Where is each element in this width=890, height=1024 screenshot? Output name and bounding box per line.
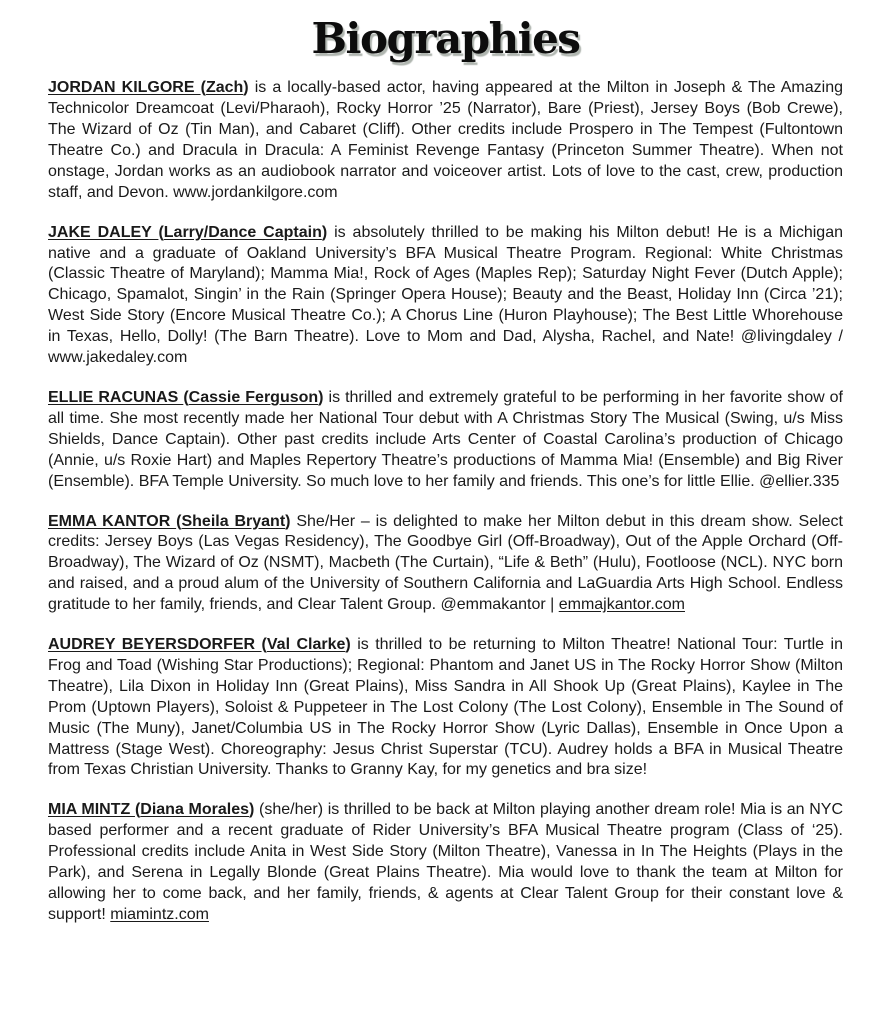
bio-name: JAKE DALEY — [48, 223, 159, 241]
bio-role: Cassie Ferguson — [188, 388, 319, 406]
bio-paren: ( — [200, 79, 206, 97]
bio-paren: ) — [345, 636, 358, 654]
bio-paren: ) — [249, 801, 259, 819]
bio-paren: ) — [285, 512, 297, 530]
bio-name: MIA MINTZ — [48, 801, 135, 819]
bio-text: She/Her – is delighted to make her Milton debut in this dream show. Select credits: Jersey Boys (Las Vegas Residency), The Goodbye Girl (Off-Broadway), Out of the Apple Orchard (Off-Broadway), The Wizard of Oz (NSMT), Macbeth (The Curtain), “Life & Beth” (Hulu), Footloose (NCL). NYC born and raised, and a proud alum of the University of Southern California and LaGuardia Arts High School. Endless gratitude to her family, friends, and Clear Talent Group. @emmakantor | — [48, 512, 843, 614]
link[interactable]: miamintz.com — [110, 905, 209, 923]
bio-paragraph — [48, 635, 843, 781]
bio-paren: ( — [183, 388, 189, 406]
bio-paren: ( — [158, 223, 164, 241]
bio-text: is thrilled and extremely grateful to be performing in her favorite show of all time. She most recently made her National Tour debut with A Christmas Story The Musical (Swing, u/s Miss Shields, Dance Captain). Other past credits include Arts Center of Coastal Carolina’s production of Chicago (Annie, u/s Roxie Hart) and Maples Repertory Theatre’s productions of Mamma Mia! (Ensemble) and Big River (Ensemble). BFA Temple University. So much love to her family and friends. This one’s for little Ellie. @ellier.335 — [48, 388, 843, 490]
bio-role: Larry/Dance Captain — [163, 223, 322, 241]
bio-paragraph — [48, 223, 843, 369]
bio-paren: ) — [243, 79, 255, 97]
bio-name: EMMA KANTOR — [48, 512, 177, 530]
bio-paragraph — [48, 800, 843, 925]
bio-text: (she/her) is thrilled to be back at Milton playing another dream role! Mia is an NYC based performer and a recent graduate of Rider University’s BFA Musical Theatre program (Class of ‘25). Professional credits include Anita in West Side Story (Milton Theatre), Vanessa in In The Heights (Plays in the Park), and Serena in Legally Blonde (Great Plains Theatre). Mia would love to thank the team at Milton for allowing her to come back, and her family, friends, & agents at Clear Talent Group for their constant love & support! — [48, 801, 844, 923]
bio-name: AUDREY BEYERSDORFER — [48, 636, 262, 654]
page-title: Biographies — [311, 14, 580, 63]
bio-text: is a locally-based actor, having appeared at the Milton in Joseph & The Amazing Technicolor Dreamcoat (Levi/Pharaoh), Rocky Horror ’25 (Narrator), Bare (Priest), Jersey Boys (Bob Crewe), The Wizard of Oz (Tin Man), and Cabaret (Cliff). Other credits include Prospero in The Tempest (Fultontown Theatre Co.) and Dracula in Dracula: A Feminist Revenge Fantasy (Princeton Summer Theatre). When not onstage, Jordan works as an audiobook narrator and voiceover artist. Lots of love to the cast, crew, production staff, and Devon. www.jordankilgore.com — [48, 79, 844, 201]
bio-role: Zach — [205, 79, 244, 97]
bio-paren: ( — [176, 512, 182, 530]
bio-role: Sheila Bryant — [181, 512, 286, 530]
bio-role: Diana Morales — [140, 801, 249, 819]
link[interactable]: emmajkantor.com — [558, 596, 685, 614]
bio-paren: ) — [321, 223, 335, 241]
bio-text: is absolutely thrilled to be making his Milton debut! He is a Michigan native and a graduate of Oakland University’s BFA Musical Theatre Program. Regional: White Christmas (Classic Theatre of Maryland); Mamma Mia!, Rock of Ages (Maples Rep); Saturday Night Fever (Dutch Apple); Chicago, Spamalot, Singin’ in the Rain (Springer Opera House); Beauty and the Beast, Holiday Inn (Circa ’21); West Side Story (Encore Musical Theatre Co.); A Chorus Line (Huron Playhouse); The Best Little Whorehouse in Texas, Hello, Dolly! (The Barn Theatre). Love to Mom and Dad, Alysha, Rachel, and Nate! @livingdaley / www.jakedaley.com — [48, 223, 843, 367]
bio-paren: ( — [261, 636, 267, 654]
bio-role: Val Clarke — [266, 636, 346, 654]
bio-paragraph — [48, 512, 843, 617]
bio-name: ELLIE RACUNAS — [48, 388, 184, 406]
bio-name: JORDAN KILGORE — [48, 79, 201, 97]
bio-paragraph — [48, 388, 843, 493]
bio-paren: ( — [134, 801, 141, 819]
bio-paragraph — [48, 78, 843, 203]
bios-section — [48, 78, 843, 926]
bio-text: is thrilled to be returning to Milton Theatre! National Tour: Turtle in Frog and Toad (Wishing Star Productions); Regional: Phantom and Janet US in The Rocky Horror Show (Milton Theatre), Lila Dixon in Holiday Inn (Great Plains), Miss Sandra in All Shook Up (Great Plains), Kaylee in The Prom (Uptown Players), Soloist & Puppeteer in The Lost Colony (The Lost Colony), Ensemble in The Sound of Music (The Muny), Janet/Columbia US in The Rocky Horror Show (Lyric Dallas), Ensemble in Once Upon a Mattress (Stage West). Choreography: Jesus Christ Superstar (TCU). Audrey holds a BFA in Musical Theatre from Texas Christian University. Thanks to Granny Kay, for my genetics and bra size! — [48, 636, 843, 779]
bio-paren: ) — [318, 388, 329, 406]
